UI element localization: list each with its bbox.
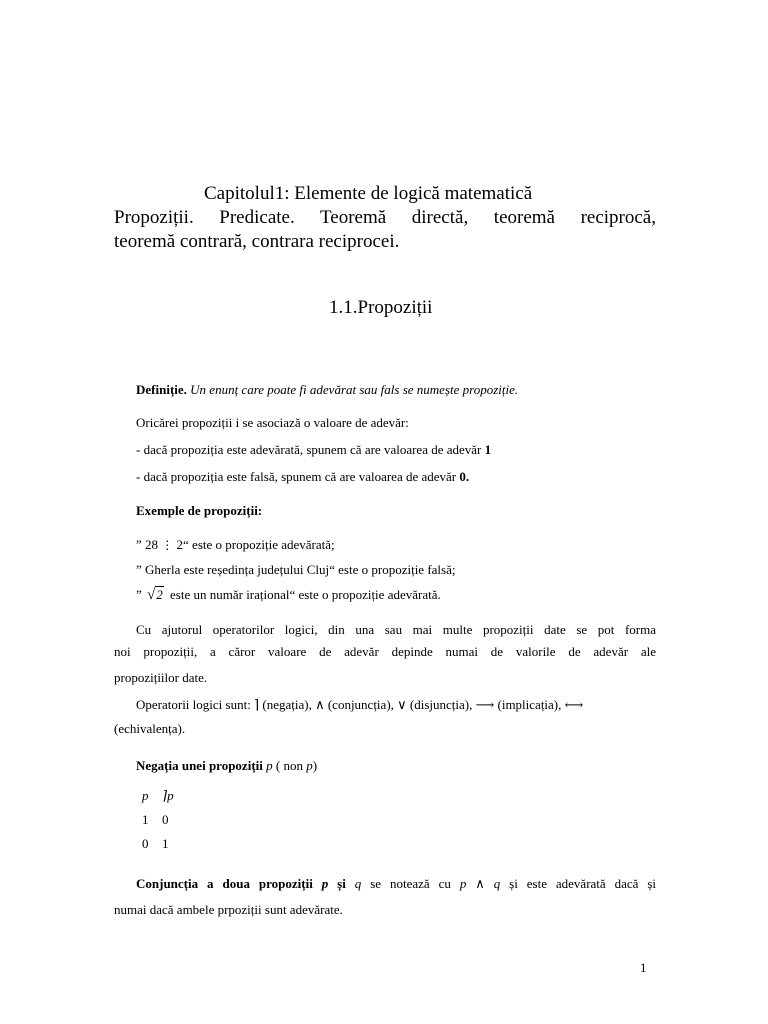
table-cell: 0 [142,836,149,851]
truth-true-line [136,442,491,458]
truth-false-line [136,469,469,485]
radical-sign-icon: √ [147,587,156,603]
conjunction-expr: p ∧ q [459,876,501,891]
truth-true-text: - dacă propoziția este adevărată, spunem că are valoarea de adevăr [136,442,485,457]
paragraph-line-1: Cu ajutorul operatorilor logici, din una sau mai multe propoziții date se pot forma [136,622,656,637]
example-3-open: ” [136,587,146,602]
truth-false-value: 0. [459,469,470,484]
operators-line-1: Operatorii logici sunt: ⌉ (negația), ∧ (conjuncția), ∨ (disjuncția), ⟶ (implicația), ⟷ [136,697,584,712]
conjunction-line-2: numai dacă ambele prpoziții sunt adevărate. [114,902,343,917]
truth-intro: Oricărei propoziții i se asociază o valoare de adevăr: [136,415,409,430]
table-header-p: p [142,788,149,803]
example-1-open: ” 28 [136,537,162,552]
conjunction-mid: se notează cu [361,876,460,891]
table-cell: 1 [162,836,169,851]
section-heading: 1.1.Propoziții [329,297,433,318]
subtitle-line-2: teoremă contrară, contrara reciprocei. [114,231,400,252]
conjunction-p: p [321,876,329,891]
example-3-rest: este un număr irațional“ este o propoziție adevărată. [166,587,441,602]
negation-paren-close: ) [312,758,318,773]
example-2: ” Gherla este reședința județului Cluj“ este o propoziție falsă; [136,562,456,577]
table-header-not-p: ⌉p [162,788,174,803]
negation-heading [136,758,317,774]
page-number: 1 [640,960,647,975]
conjunction-bold: Conjuncția a doua propoziții [136,876,322,891]
operators-line-2: (echivalența). [114,721,186,736]
divides-symbol: ⋮ [161,538,174,552]
truth-true-value: 1 [484,442,492,457]
negation-paren-open: ( non [272,758,307,773]
negation-paren-var: p [306,758,313,773]
negation-var: p [266,758,273,773]
paragraph-line-3: propozițiilor date. [114,670,208,685]
definition-term: Definiție. [136,382,187,397]
truth-false-text: - dacă propoziția este falsă, spunem că are valoarea de adevăr [136,469,460,484]
table-cell: 0 [162,812,169,827]
conjunction-line-1 [136,876,656,892]
paragraph-line-2: noi propoziții, a căror valoare de adevăr depinde numai de valorile de adevăr ale [114,644,656,659]
negation-heading-bold: Negația unei propoziții [136,758,267,773]
definition [136,382,518,398]
conjunction-q: q [354,876,362,891]
conjunction-end: și este adevărată dacă și [500,876,657,891]
definition-text: Un enunț care poate fi adevărat sau fals se numește propoziție. [190,382,519,397]
examples-heading: Exemple de propoziții: [136,503,263,518]
table-cell: 1 [142,812,149,827]
radicand: 2 [156,587,163,602]
square-root-expression [147,587,164,604]
conjunction-si: și [328,876,355,891]
example-1-rest: 2“ este o propoziție adevărată; [173,537,335,552]
example-1 [136,537,335,553]
subtitle-line-1: Propoziții. Predicate. Teoremă directă, teoremă reciprocă, [114,207,656,228]
chapter-title: Capitolul1: Elemente de logică matematică [204,183,533,204]
example-3 [136,587,441,604]
